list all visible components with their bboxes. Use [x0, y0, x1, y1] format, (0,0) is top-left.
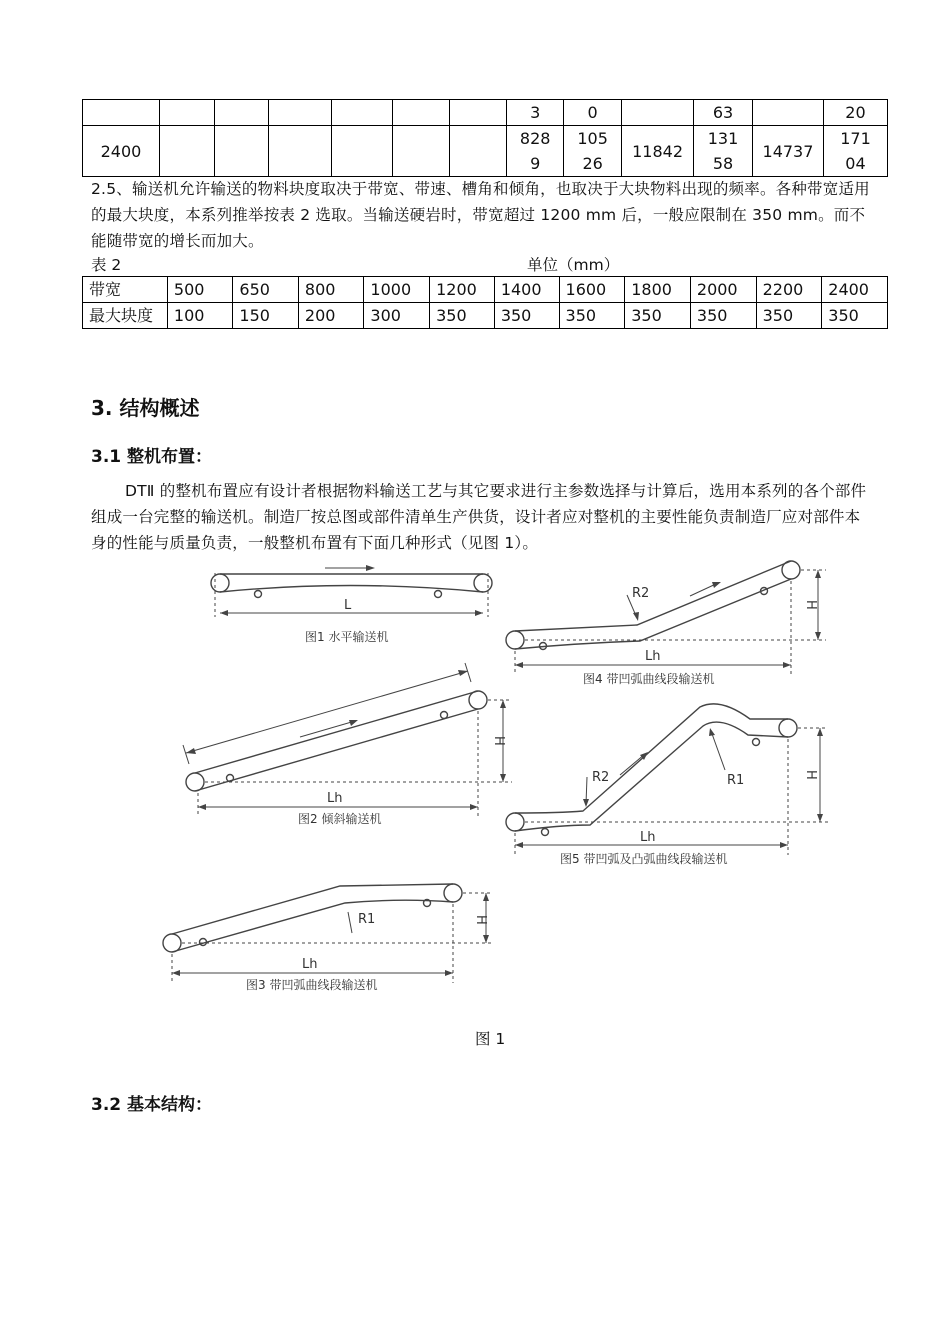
table-cell: 350	[822, 303, 888, 329]
table-cell: 0	[564, 100, 622, 126]
table-cell	[159, 100, 214, 126]
table-cell: 1800	[625, 277, 691, 303]
dim-label-h: H	[491, 736, 506, 746]
table-cell: 1400	[494, 277, 559, 303]
concave-convex-curve-conveyor-diagram	[506, 704, 828, 855]
table-cell: 350	[559, 303, 625, 329]
table-cell: 2000	[690, 277, 756, 303]
dim-label-r2: R2	[632, 586, 650, 601]
table-cell: 800	[298, 277, 364, 303]
table-cell: 350	[625, 303, 691, 329]
table-cell	[159, 126, 214, 177]
table-cell: 20	[823, 100, 887, 126]
horizontal-conveyor-diagram	[211, 565, 492, 617]
table-cell	[622, 100, 694, 126]
section-3-2-title: 3.2 基本结构：	[91, 1095, 213, 1115]
capacity-table-continued	[82, 99, 888, 177]
table-cell	[393, 100, 450, 126]
table-cell	[268, 126, 331, 177]
section-3-1-title: 3.1 整机布置：	[91, 447, 213, 467]
fig5-caption: 图5 带凹弧及凸弧曲线段输送机	[560, 852, 728, 866]
table-cell: 650	[233, 277, 299, 303]
table2-unit: 单位（mm）	[527, 256, 620, 274]
dim-label-h: H	[473, 915, 488, 925]
table-row	[83, 126, 888, 177]
table-cell	[450, 126, 507, 177]
concave-curve-conveyor-diagram-b	[506, 561, 826, 675]
table-cell	[331, 126, 393, 177]
dim-label-lh: Lh	[640, 830, 656, 845]
dim-label-h: H	[803, 600, 818, 610]
figure-1-caption: 图 1	[475, 1030, 506, 1048]
section-3-1-text: DTⅡ 的整机布置应有设计者根据物料输送工艺与其它要求进行主参数选择与计算后，选用本系列的各个部件组成一台完整的输送机。制造厂按总图或部件清单生产供货，设计者应对整机的主要性能负责制造厂应对部件本身的性能与质量负责，一般整机布置有下面几种形式（见图 1）。	[91, 482, 867, 552]
table-cell: 828 9	[507, 126, 564, 177]
table-cell: 2200	[756, 277, 822, 303]
conveyor-layout-figure	[0, 555, 950, 1015]
table-cell	[83, 100, 160, 126]
fig1-caption: 图1 水平输送机	[305, 630, 389, 644]
section-3-title: 3. 结构概述	[91, 396, 200, 420]
table-cell	[753, 100, 824, 126]
table-cell: 200	[298, 303, 364, 329]
table-cell: 1000	[364, 277, 430, 303]
table-cell: 350	[690, 303, 756, 329]
concave-curve-conveyor-diagram-a	[163, 884, 492, 983]
table-cell: 350	[494, 303, 559, 329]
dim-label-lh: Lh	[645, 649, 661, 664]
table-cell: 131 58	[694, 126, 753, 177]
table-cell: 2400	[83, 126, 160, 177]
inclined-conveyor-diagram	[183, 663, 512, 817]
table2-caption: 表 2	[91, 256, 122, 274]
table-cell: 150	[233, 303, 299, 329]
table-cell: 2400	[822, 277, 888, 303]
table-cell: 3	[507, 100, 564, 126]
table-cell: 14737	[753, 126, 824, 177]
dim-label-r1: R1	[727, 773, 745, 788]
max-lump-size-table	[82, 276, 888, 329]
table-row	[83, 277, 888, 303]
table-cell: 171 04	[823, 126, 887, 177]
table-cell	[450, 100, 507, 126]
table-cell	[393, 126, 450, 177]
table-cell	[214, 126, 268, 177]
dim-label-lh: Lh	[327, 791, 343, 806]
table-cell: 105 26	[564, 126, 622, 177]
table-cell: 1200	[430, 277, 495, 303]
dim-label-l: L	[344, 598, 352, 613]
dim-label-r2: R2	[592, 770, 610, 785]
table-cell: 500	[167, 277, 233, 303]
table-row	[83, 303, 888, 329]
table-cell: 63	[694, 100, 753, 126]
table-header-cell: 最大块度	[83, 303, 168, 329]
fig4-caption: 图4 带凹弧曲线段输送机	[583, 672, 715, 686]
table-cell	[214, 100, 268, 126]
table-cell: 350	[756, 303, 822, 329]
table-row	[83, 100, 888, 126]
table-cell: 350	[430, 303, 495, 329]
table-cell: 100	[167, 303, 233, 329]
table-cell: 11842	[622, 126, 694, 177]
fig2-caption: 图2 倾斜输送机	[298, 812, 382, 826]
table-header-cell: 带宽	[83, 277, 168, 303]
fig3-caption: 图3 带凹弧曲线段输送机	[246, 978, 378, 992]
table-cell: 300	[364, 303, 430, 329]
dim-label-lh: Lh	[302, 957, 318, 972]
table-cell	[268, 100, 331, 126]
section-2-5-text: 2.5、输送机允许输送的物料块度取决于带宽、带速、槽角和倾角，也取决于大块物料出现的频率。各种带宽适用的最大块度，本系列推举按表 2 选取。当输送硬岩时，带宽超过 1200 mm 后，一般应限制在 350 mm。而不能随带宽的增长而加大。	[91, 180, 870, 250]
table-cell	[331, 100, 393, 126]
table-cell: 1600	[559, 277, 625, 303]
dim-label-r1: R1	[358, 912, 376, 927]
dim-label-h: H	[803, 770, 818, 780]
